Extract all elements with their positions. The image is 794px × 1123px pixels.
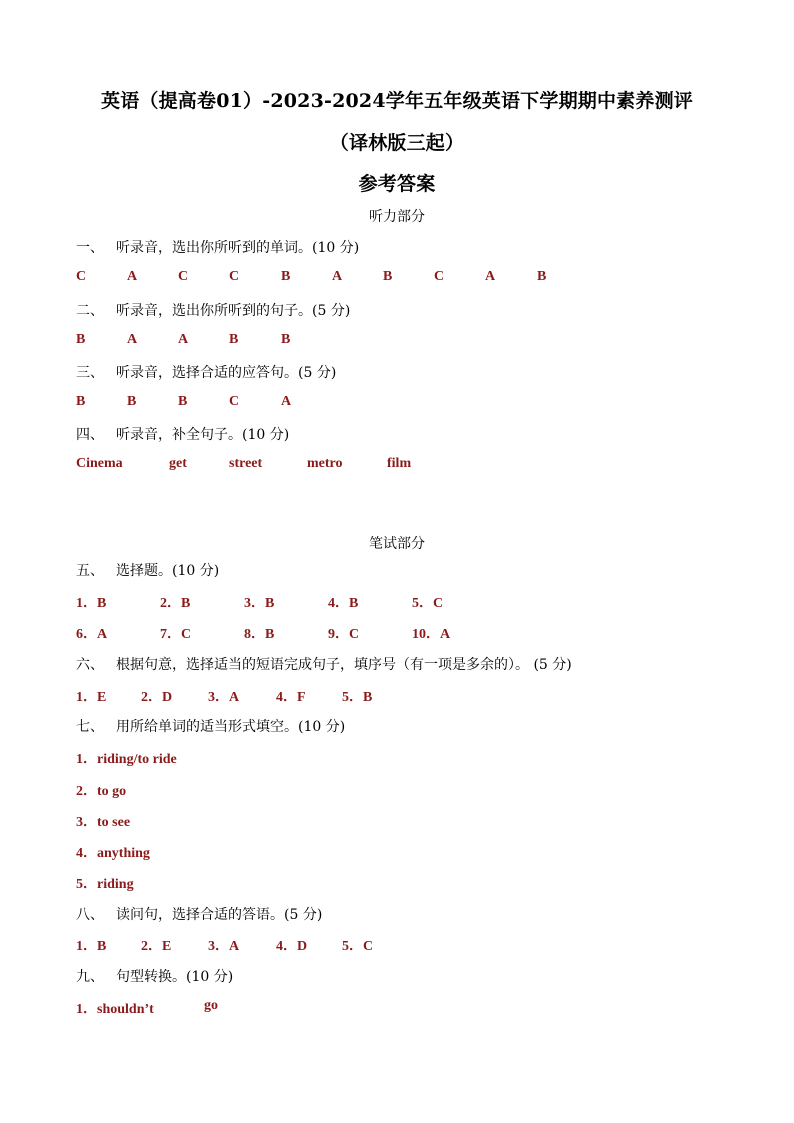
question-3-heading xyxy=(76,362,336,382)
answer-item: 5．B xyxy=(342,690,373,705)
question-text: 听录音，补全句子。(10 分) xyxy=(116,427,290,443)
question-7-answer-2: 2．to go xyxy=(76,784,127,799)
question-text: 句型转换。(10 分) xyxy=(116,969,234,985)
question-number: 五、 xyxy=(76,563,104,579)
document-title-line2: （译林版三起） xyxy=(329,132,465,154)
question-text: 听录音，选出你所听到的单词。(10 分) xyxy=(116,240,360,256)
question-number: 三、 xyxy=(76,365,104,381)
answer-item: street xyxy=(229,456,263,471)
answer-item: B xyxy=(76,394,86,409)
question-5-heading xyxy=(76,560,219,580)
question-6-heading xyxy=(76,654,572,674)
answer-item: 2．B xyxy=(160,596,191,611)
answer-item: Cinema xyxy=(76,456,123,471)
answer-item: 10．A xyxy=(412,627,451,642)
listening-section-title: 听力部分 xyxy=(369,209,425,225)
question-7-heading xyxy=(76,716,345,736)
answer-key-title: 参考答案 xyxy=(358,173,436,195)
question-text: 选择题。(10 分) xyxy=(116,563,220,579)
answer-item: B xyxy=(281,269,291,284)
answer-item: 7．C xyxy=(160,627,192,642)
question-text: 听录音，选出你所听到的句子。(5 分) xyxy=(116,303,351,319)
answer-item: 2．D xyxy=(141,690,173,705)
question-7-answer-4: 4．anything xyxy=(76,846,150,861)
question-number: 六、 xyxy=(76,657,104,673)
answer-item: A xyxy=(485,269,496,284)
answer-item: B xyxy=(537,269,547,284)
answer-item: 3．B xyxy=(244,596,275,611)
answer-item: 3．A xyxy=(208,690,240,705)
answer-item: 5．C xyxy=(412,596,444,611)
answer-item: A xyxy=(127,332,138,347)
answer-item: 9．C xyxy=(328,627,360,642)
answer-item: B xyxy=(281,332,291,347)
answer-item: 4．B xyxy=(328,596,359,611)
answer-item: get xyxy=(169,456,187,471)
question-number: 九、 xyxy=(76,969,104,985)
answer-item: C xyxy=(76,269,87,284)
answer-item: A xyxy=(281,394,292,409)
question-9-heading xyxy=(76,966,233,986)
answer-item: 1．B xyxy=(76,939,107,954)
answer-item: A xyxy=(332,269,343,284)
answer-item: 8．B xyxy=(244,627,275,642)
written-section-title: 笔试部分 xyxy=(369,536,425,552)
answer-item: C xyxy=(434,269,445,284)
question-number: 二、 xyxy=(76,303,104,319)
answer-item: C xyxy=(229,269,240,284)
answer-item: 5．C xyxy=(342,939,374,954)
answer-item: metro xyxy=(307,456,343,471)
question-1-heading xyxy=(76,237,359,257)
question-text: 读问句，选择合适的答语。(5 分) xyxy=(116,907,323,923)
answer-item: C xyxy=(229,394,240,409)
answer-item: B xyxy=(383,269,393,284)
answer-item: 4．F xyxy=(276,690,306,705)
question-number: 四、 xyxy=(76,427,104,443)
answer-item: A xyxy=(178,332,189,347)
question-number: 一、 xyxy=(76,240,104,256)
answer-item: 2．E xyxy=(141,939,172,954)
question-8-heading xyxy=(76,904,322,924)
answer-item: 3．A xyxy=(208,939,240,954)
answer-item: B xyxy=(127,394,137,409)
question-text: 根据句意，选择适当的短语完成句子，填序号（有一项是多余的）。 (5 分) xyxy=(116,657,572,673)
answer-item: film xyxy=(387,456,412,471)
answer-item: 1．B xyxy=(76,596,107,611)
answer-item: A xyxy=(127,269,138,284)
answer-item: go xyxy=(204,998,218,1013)
question-text: 用所给单词的适当形式填空。(10 分) xyxy=(116,719,346,735)
question-number: 八、 xyxy=(76,907,104,923)
question-7-answer-1: 1．riding/to ride xyxy=(76,752,177,767)
answer-item: B xyxy=(76,332,86,347)
question-4-heading xyxy=(76,424,289,444)
question-text: 听录音，选择合适的应答句。(5 分) xyxy=(116,365,337,381)
question-7-answer-3: 3．to see xyxy=(76,815,131,830)
question-number: 七、 xyxy=(76,719,104,735)
answer-item: 6．A xyxy=(76,627,108,642)
answer-item: B xyxy=(178,394,188,409)
answer-item: 1．shouldn’t xyxy=(76,1002,154,1017)
question-2-heading xyxy=(76,300,350,320)
question-7-answer-5: 5．riding xyxy=(76,877,134,892)
answer-item: C xyxy=(178,269,189,284)
answer-item: 1．E xyxy=(76,690,107,705)
answer-item: 4．D xyxy=(276,939,308,954)
answer-item: B xyxy=(229,332,239,347)
document-title-line1: 英语（提高卷01）-2023-2024学年五年级英语下学期期中素养测评 xyxy=(101,90,693,112)
